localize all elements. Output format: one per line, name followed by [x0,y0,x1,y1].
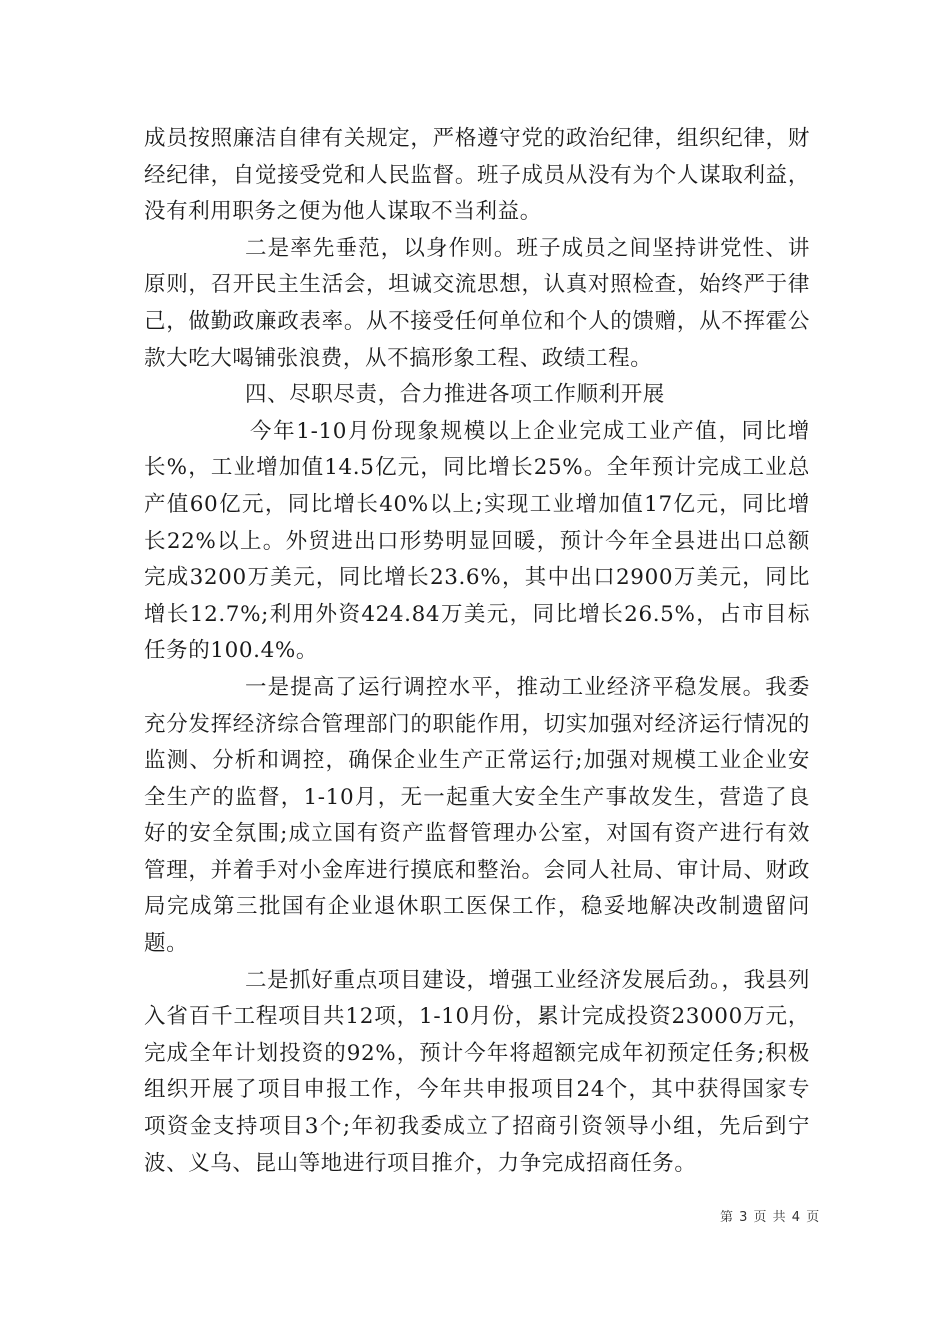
paragraph-regulation: 一是提高了运行调控水平，推动工业经济平稳发展。我委充分发挥经济综合管理部门的职能作用，切实加强对经济运行情况的监测、分析和调控，确保企业生产正常运行;加强对规模工业企业安全生产的监督，1-10月，无一起重大安全生产事故发生，营造了良好的安全氛围;成立国有资产监督管理办公室，对国有资产进行有效管理，并着手对小金库进行摸底和整治。会同人社局、审计局、财政局完成第三批国有企业退休职工医保工作，稳妥地解决改制遗留问题。 [144,674,810,957]
paragraph-economic-stats: 今年1-10月份现象规模以上企业完成工业产值，同比增长%，工业增加值14.5亿元，同比增长25%。全年预计完成工业总产值60亿元，同比增长40%以上;实现工业增加值17亿元，同比增长22%以上。外贸进出口形势明显回暖，预计今年全县进出口总额完成3200万美元，同比增长23.6%，其中出口2900万美元，同比增长12.7%;利用外资424.84万美元，同比增长26.5%，占市目标任务的100.4%。 [144,418,810,664]
page-number: 第 3 页 共 4 页 [720,1210,821,1225]
document-body [144,121,810,1182]
paragraph-lead-by-example: 二是率先垂范，以身作则。班子成员之间坚持讲党性、讲原则，召开民主生活会，坦诚交流思想，认真对照检查，始终严于律己，做勤政廉政表率。从不接受任何单位和个人的馈赠，从不挥霍公款大吃大喝铺张浪费，从不搞形象工程、政绩工程。 [144,235,810,371]
paragraph-key-projects: 二是抓好重点项目建设，增强工业经济发展后劲。，我县列入省百千工程项目共12项，1-10月份，累计完成投资23000万元，完成全年计划投资的92%，预计今年将超额完成年初预定任务;积极组织开展了项目申报工作，今年共申报项目24个，其中获得国家专项资金支持项目3个;年初我委成立了招商引资领导小组，先后到宁波、义乌、昆山等地进行项目推介，力争完成招商任务。 [144,967,810,1176]
paragraph-continuation: 成员按照廉洁自律有关规定，严格遵守党的政治纪律，组织纪律，财经纪律，自觉接受党和人民监督。班子成员从没有为个人谋取利益，没有利用职务之便为他人谋取不当利益。 [144,126,810,225]
section-heading: 四、尽职尽责，合力推进各项工作顺利开展 [245,382,665,408]
